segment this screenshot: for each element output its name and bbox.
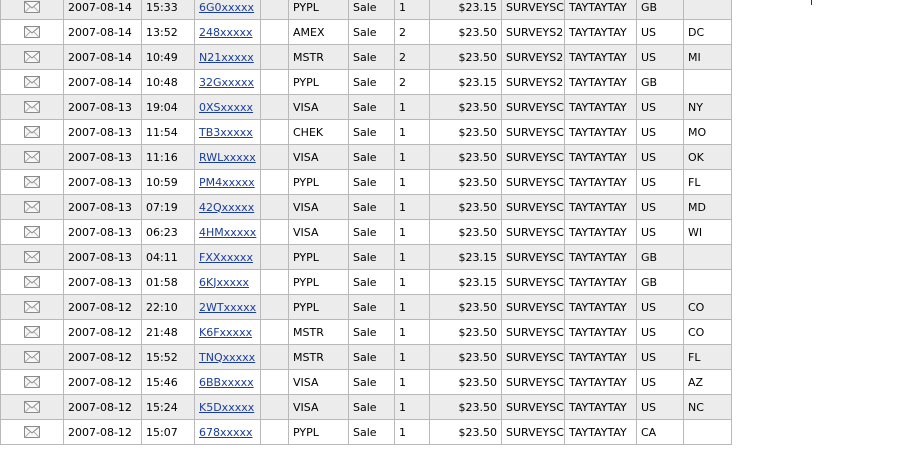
product-cell: SURVEYSC [502,245,565,270]
table-row [1,95,732,120]
date-cell: 2007-08-12 [64,395,142,420]
payment-method-cell: MSTR [289,320,349,345]
envelope-icon[interactable] [24,151,40,163]
date-cell: 2007-08-13 [64,120,142,145]
affiliate-cell: TAYTAYTAY [565,20,637,45]
order-link[interactable]: 678xxxxx [199,425,253,439]
order-cell [195,145,261,170]
date-cell: 2007-08-13 [64,95,142,120]
order-cell [195,95,261,120]
spacer-cell [261,420,289,445]
time-cell: 11:16 [142,145,195,170]
row-icon-cell[interactable] [1,45,64,70]
row-icon-cell[interactable] [1,195,64,220]
spacer-cell [261,0,289,20]
order-cell [195,245,261,270]
order-cell [195,195,261,220]
transaction-type-cell: Sale [349,345,395,370]
state-cell: DC [684,20,732,45]
spacer-cell [261,245,289,270]
payment-method-cell: PYPL [289,70,349,95]
quantity-cell: 2 [395,45,430,70]
country-cell: GB [637,70,684,95]
quantity-cell: 1 [395,345,430,370]
row-icon-cell[interactable] [1,420,64,445]
affiliate-cell: TAYTAYTAY [565,245,637,270]
window-edge [811,0,812,5]
spacer-cell [261,270,289,295]
time-cell: 13:52 [142,20,195,45]
date-cell: 2007-08-12 [64,295,142,320]
affiliate-cell: TAYTAYTAY [565,95,637,120]
state-cell [684,420,732,445]
amount-cell: $23.50 [430,45,502,70]
table-row [1,270,732,295]
row-icon-cell[interactable] [1,270,64,295]
country-cell: GB [637,270,684,295]
time-cell: 22:10 [142,295,195,320]
country-cell: US [637,170,684,195]
state-cell: WI [684,220,732,245]
payment-method-cell: MSTR [289,345,349,370]
amount-cell: $23.50 [430,345,502,370]
quantity-cell: 1 [395,245,430,270]
time-cell: 07:19 [142,195,195,220]
affiliate-cell: TAYTAYTAY [565,195,637,220]
time-cell: 15:52 [142,345,195,370]
payment-method-cell: VISA [289,95,349,120]
payment-method-cell: VISA [289,195,349,220]
order-link[interactable]: N21xxxxx [199,50,254,64]
spacer-cell [261,370,289,395]
order-cell [195,320,261,345]
state-cell: MD [684,195,732,220]
product-cell: SURVEYSC [502,270,565,295]
table-row [1,370,732,395]
order-cell [195,270,261,295]
order-cell [195,20,261,45]
transaction-type-cell: Sale [349,320,395,345]
order-cell [195,295,261,320]
table-row [1,120,732,145]
quantity-cell: 1 [395,220,430,245]
spacer-cell [261,195,289,220]
date-cell: 2007-08-12 [64,420,142,445]
time-cell: 11:54 [142,120,195,145]
amount-cell: $23.50 [430,145,502,170]
time-cell: 15:07 [142,420,195,445]
state-cell: CO [684,295,732,320]
country-cell: US [637,195,684,220]
product-cell: SURVEYSC [502,345,565,370]
payment-method-cell: PYPL [289,270,349,295]
order-cell [195,70,261,95]
quantity-cell: 1 [395,370,430,395]
envelope-icon[interactable] [24,101,40,113]
product-cell: SURVEYS2 [502,45,565,70]
affiliate-cell: TAYTAYTAY [565,145,637,170]
row-icon-cell[interactable] [1,170,64,195]
row-icon-cell[interactable] [1,95,64,120]
order-cell [195,395,261,420]
spacer-cell [261,395,289,420]
time-cell: 15:46 [142,370,195,395]
amount-cell: $23.50 [430,370,502,395]
transaction-type-cell: Sale [349,120,395,145]
affiliate-cell: TAYTAYTAY [565,120,637,145]
quantity-cell: 1 [395,0,430,20]
row-icon-cell[interactable] [1,345,64,370]
order-link[interactable]: 248xxxxx [199,25,253,39]
amount-cell: $23.50 [430,320,502,345]
envelope-icon[interactable] [24,26,40,38]
order-link[interactable]: 6G0xxxxx [199,0,255,14]
amount-cell: $23.50 [430,395,502,420]
country-cell: US [637,95,684,120]
order-cell [195,420,261,445]
row-icon-cell[interactable] [1,70,64,95]
amount-cell: $23.50 [430,420,502,445]
state-cell: OK [684,145,732,170]
transactions-body [1,0,732,445]
amount-cell: $23.15 [430,245,502,270]
spacer-cell [261,45,289,70]
transaction-type-cell: Sale [349,0,395,20]
time-cell: 10:59 [142,170,195,195]
table-row [1,145,732,170]
quantity-cell: 1 [395,395,430,420]
spacer-cell [261,20,289,45]
order-link[interactable]: RWLxxxxx [199,150,256,164]
date-cell: 2007-08-12 [64,320,142,345]
payment-method-cell: VISA [289,145,349,170]
spacer-cell [261,95,289,120]
state-cell [684,70,732,95]
state-cell [684,245,732,270]
row-icon-cell[interactable] [1,0,64,20]
affiliate-cell: TAYTAYTAY [565,70,637,95]
country-cell: GB [637,245,684,270]
state-cell: FL [684,170,732,195]
payment-method-cell: VISA [289,395,349,420]
payment-method-cell: MSTR [289,45,349,70]
amount-cell: $23.50 [430,220,502,245]
country-cell: US [637,20,684,45]
table-row [1,345,732,370]
table-row [1,420,732,445]
quantity-cell: 1 [395,195,430,220]
country-cell: US [637,370,684,395]
envelope-icon[interactable] [24,276,40,288]
transaction-type-cell: Sale [349,70,395,95]
table-row [1,195,732,220]
amount-cell: $23.15 [430,70,502,95]
date-cell: 2007-08-13 [64,145,142,170]
time-cell: 04:11 [142,245,195,270]
payment-method-cell: PYPL [289,245,349,270]
product-cell: SURVEYSC [502,145,565,170]
payment-method-cell: PYPL [289,295,349,320]
order-link[interactable]: 2WTxxxxx [199,300,257,314]
quantity-cell: 1 [395,320,430,345]
amount-cell: $23.15 [430,270,502,295]
row-icon-cell[interactable] [1,245,64,270]
date-cell: 2007-08-13 [64,170,142,195]
spacer-cell [261,145,289,170]
payment-method-cell: VISA [289,370,349,395]
order-cell [195,45,261,70]
envelope-icon[interactable] [24,351,40,363]
product-cell: SURVEYSC [502,0,565,20]
envelope-icon[interactable] [24,51,40,63]
country-cell: US [637,45,684,70]
transaction-type-cell: Sale [349,395,395,420]
transaction-type-cell: Sale [349,295,395,320]
quantity-cell: 1 [395,120,430,145]
amount-cell: $23.15 [430,0,502,20]
order-cell [195,120,261,145]
time-cell: 19:04 [142,95,195,120]
date-cell: 2007-08-14 [64,45,142,70]
order-link[interactable]: TNQxxxxx [199,350,256,364]
order-link[interactable]: 0XSxxxxx [199,100,254,114]
row-icon-cell[interactable] [1,20,64,45]
transaction-type-cell: Sale [349,145,395,170]
state-cell: NY [684,95,732,120]
time-cell: 15:24 [142,395,195,420]
affiliate-cell: TAYTAYTAY [565,170,637,195]
time-cell: 01:58 [142,270,195,295]
order-cell [195,345,261,370]
envelope-icon[interactable] [24,1,40,13]
table-row [1,295,732,320]
envelope-icon[interactable] [24,326,40,338]
table-row [1,20,732,45]
row-icon-cell[interactable] [1,120,64,145]
product-cell: SURVEYSC [502,195,565,220]
table-row [1,45,732,70]
state-cell: MO [684,120,732,145]
payment-method-cell: PYPL [289,420,349,445]
payment-method-cell: AMEX [289,20,349,45]
country-cell: US [637,395,684,420]
product-cell: SURVEYSC [502,420,565,445]
affiliate-cell: TAYTAYTAY [565,45,637,70]
amount-cell: $23.50 [430,120,502,145]
spacer-cell [261,320,289,345]
country-cell: US [637,295,684,320]
quantity-cell: 1 [395,170,430,195]
envelope-icon[interactable] [24,401,40,413]
table-row [1,220,732,245]
order-link[interactable]: TB3xxxxx [199,125,253,139]
order-link[interactable]: 4HMxxxxx [199,225,257,239]
table-row [1,395,732,420]
date-cell: 2007-08-14 [64,0,142,20]
payment-method-cell: PYPL [289,170,349,195]
date-cell: 2007-08-13 [64,220,142,245]
product-cell: SURVEYSC [502,170,565,195]
payment-method-cell: VISA [289,220,349,245]
spacer-cell [261,295,289,320]
country-cell: US [637,320,684,345]
state-cell: AZ [684,370,732,395]
order-link[interactable]: 42Qxxxxx [199,200,255,214]
country-cell: US [637,220,684,245]
amount-cell: $23.50 [430,20,502,45]
date-cell: 2007-08-12 [64,370,142,395]
envelope-icon[interactable] [24,176,40,188]
time-cell: 06:23 [142,220,195,245]
envelope-icon[interactable] [24,301,40,313]
quantity-cell: 2 [395,20,430,45]
state-cell [684,270,732,295]
country-cell: CA [637,420,684,445]
state-cell: FL [684,345,732,370]
order-link[interactable]: 32Gxxxxx [199,75,255,89]
order-link[interactable]: FXXxxxxx [199,250,253,264]
time-cell: 10:49 [142,45,195,70]
affiliate-cell: TAYTAYTAY [565,295,637,320]
order-link[interactable]: 6KJxxxxx [199,275,250,289]
date-cell: 2007-08-12 [64,345,142,370]
row-icon-cell[interactable] [1,295,64,320]
row-icon-cell[interactable] [1,370,64,395]
product-cell: SURVEYS2 [502,70,565,95]
row-icon-cell[interactable] [1,145,64,170]
date-cell: 2007-08-13 [64,245,142,270]
row-icon-cell[interactable] [1,220,64,245]
product-cell: SURVEYSC [502,370,565,395]
quantity-cell: 1 [395,145,430,170]
payment-method-cell: PYPL [289,0,349,20]
quantity-cell: 1 [395,420,430,445]
payment-method-cell: CHEK [289,120,349,145]
transaction-type-cell: Sale [349,170,395,195]
affiliate-cell: TAYTAYTAY [565,420,637,445]
country-cell: GB [637,0,684,20]
envelope-icon[interactable] [24,376,40,388]
amount-cell: $23.50 [430,170,502,195]
transaction-type-cell: Sale [349,20,395,45]
table-row [1,0,732,20]
order-link[interactable]: K6Fxxxxx [199,325,253,339]
order-cell [195,170,261,195]
state-cell: CO [684,320,732,345]
quantity-cell: 1 [395,295,430,320]
envelope-icon[interactable] [24,226,40,238]
transaction-type-cell: Sale [349,195,395,220]
transaction-type-cell: Sale [349,420,395,445]
transaction-type-cell: Sale [349,95,395,120]
envelope-icon[interactable] [24,251,40,263]
affiliate-cell: TAYTAYTAY [565,270,637,295]
state-cell [684,0,732,20]
time-cell: 21:48 [142,320,195,345]
envelope-icon[interactable] [24,201,40,213]
quantity-cell: 1 [395,95,430,120]
product-cell: SURVEYSC [502,295,565,320]
affiliate-cell: TAYTAYTAY [565,0,637,20]
spacer-cell [261,170,289,195]
transaction-type-cell: Sale [349,45,395,70]
amount-cell: $23.50 [430,295,502,320]
table-row [1,170,732,195]
quantity-cell: 1 [395,270,430,295]
table-row [1,320,732,345]
spacer-cell [261,345,289,370]
date-cell: 2007-08-14 [64,70,142,95]
time-cell: 10:48 [142,70,195,95]
envelope-icon[interactable] [24,426,40,438]
product-cell: SURVEYSC [502,95,565,120]
amount-cell: $23.50 [430,195,502,220]
product-cell: SURVEYSC [502,220,565,245]
table-row [1,70,732,95]
date-cell: 2007-08-13 [64,270,142,295]
order-link[interactable]: K5Dxxxxx [199,400,255,414]
order-link[interactable]: PM4xxxxx [199,175,255,189]
date-cell: 2007-08-13 [64,195,142,220]
time-cell: 15:33 [142,0,195,20]
spacer-cell [261,70,289,95]
table-row [1,245,732,270]
order-cell [195,220,261,245]
affiliate-cell: TAYTAYTAY [565,345,637,370]
country-cell: US [637,345,684,370]
country-cell: US [637,145,684,170]
affiliate-cell: TAYTAYTAY [565,370,637,395]
state-cell: NC [684,395,732,420]
quantity-cell: 2 [395,70,430,95]
amount-cell: $23.50 [430,95,502,120]
affiliate-cell: TAYTAYTAY [565,220,637,245]
row-icon-cell[interactable] [1,395,64,420]
spacer-cell [261,120,289,145]
order-cell [195,0,261,20]
affiliate-cell: TAYTAYTAY [565,395,637,420]
order-link[interactable]: 6BBxxxxx [199,375,254,389]
envelope-icon[interactable] [24,126,40,138]
product-cell: SURVEYSC [502,320,565,345]
product-cell: SURVEYS2 [502,20,565,45]
product-cell: SURVEYSC [502,120,565,145]
country-cell: US [637,120,684,145]
row-icon-cell[interactable] [1,320,64,345]
envelope-icon[interactable] [24,76,40,88]
affiliate-cell: TAYTAYTAY [565,320,637,345]
transaction-type-cell: Sale [349,270,395,295]
state-cell: MI [684,45,732,70]
transaction-type-cell: Sale [349,370,395,395]
spacer-cell [261,220,289,245]
transaction-type-cell: Sale [349,245,395,270]
product-cell: SURVEYSC [502,395,565,420]
date-cell: 2007-08-14 [64,20,142,45]
order-cell [195,370,261,395]
transaction-type-cell: Sale [349,220,395,245]
